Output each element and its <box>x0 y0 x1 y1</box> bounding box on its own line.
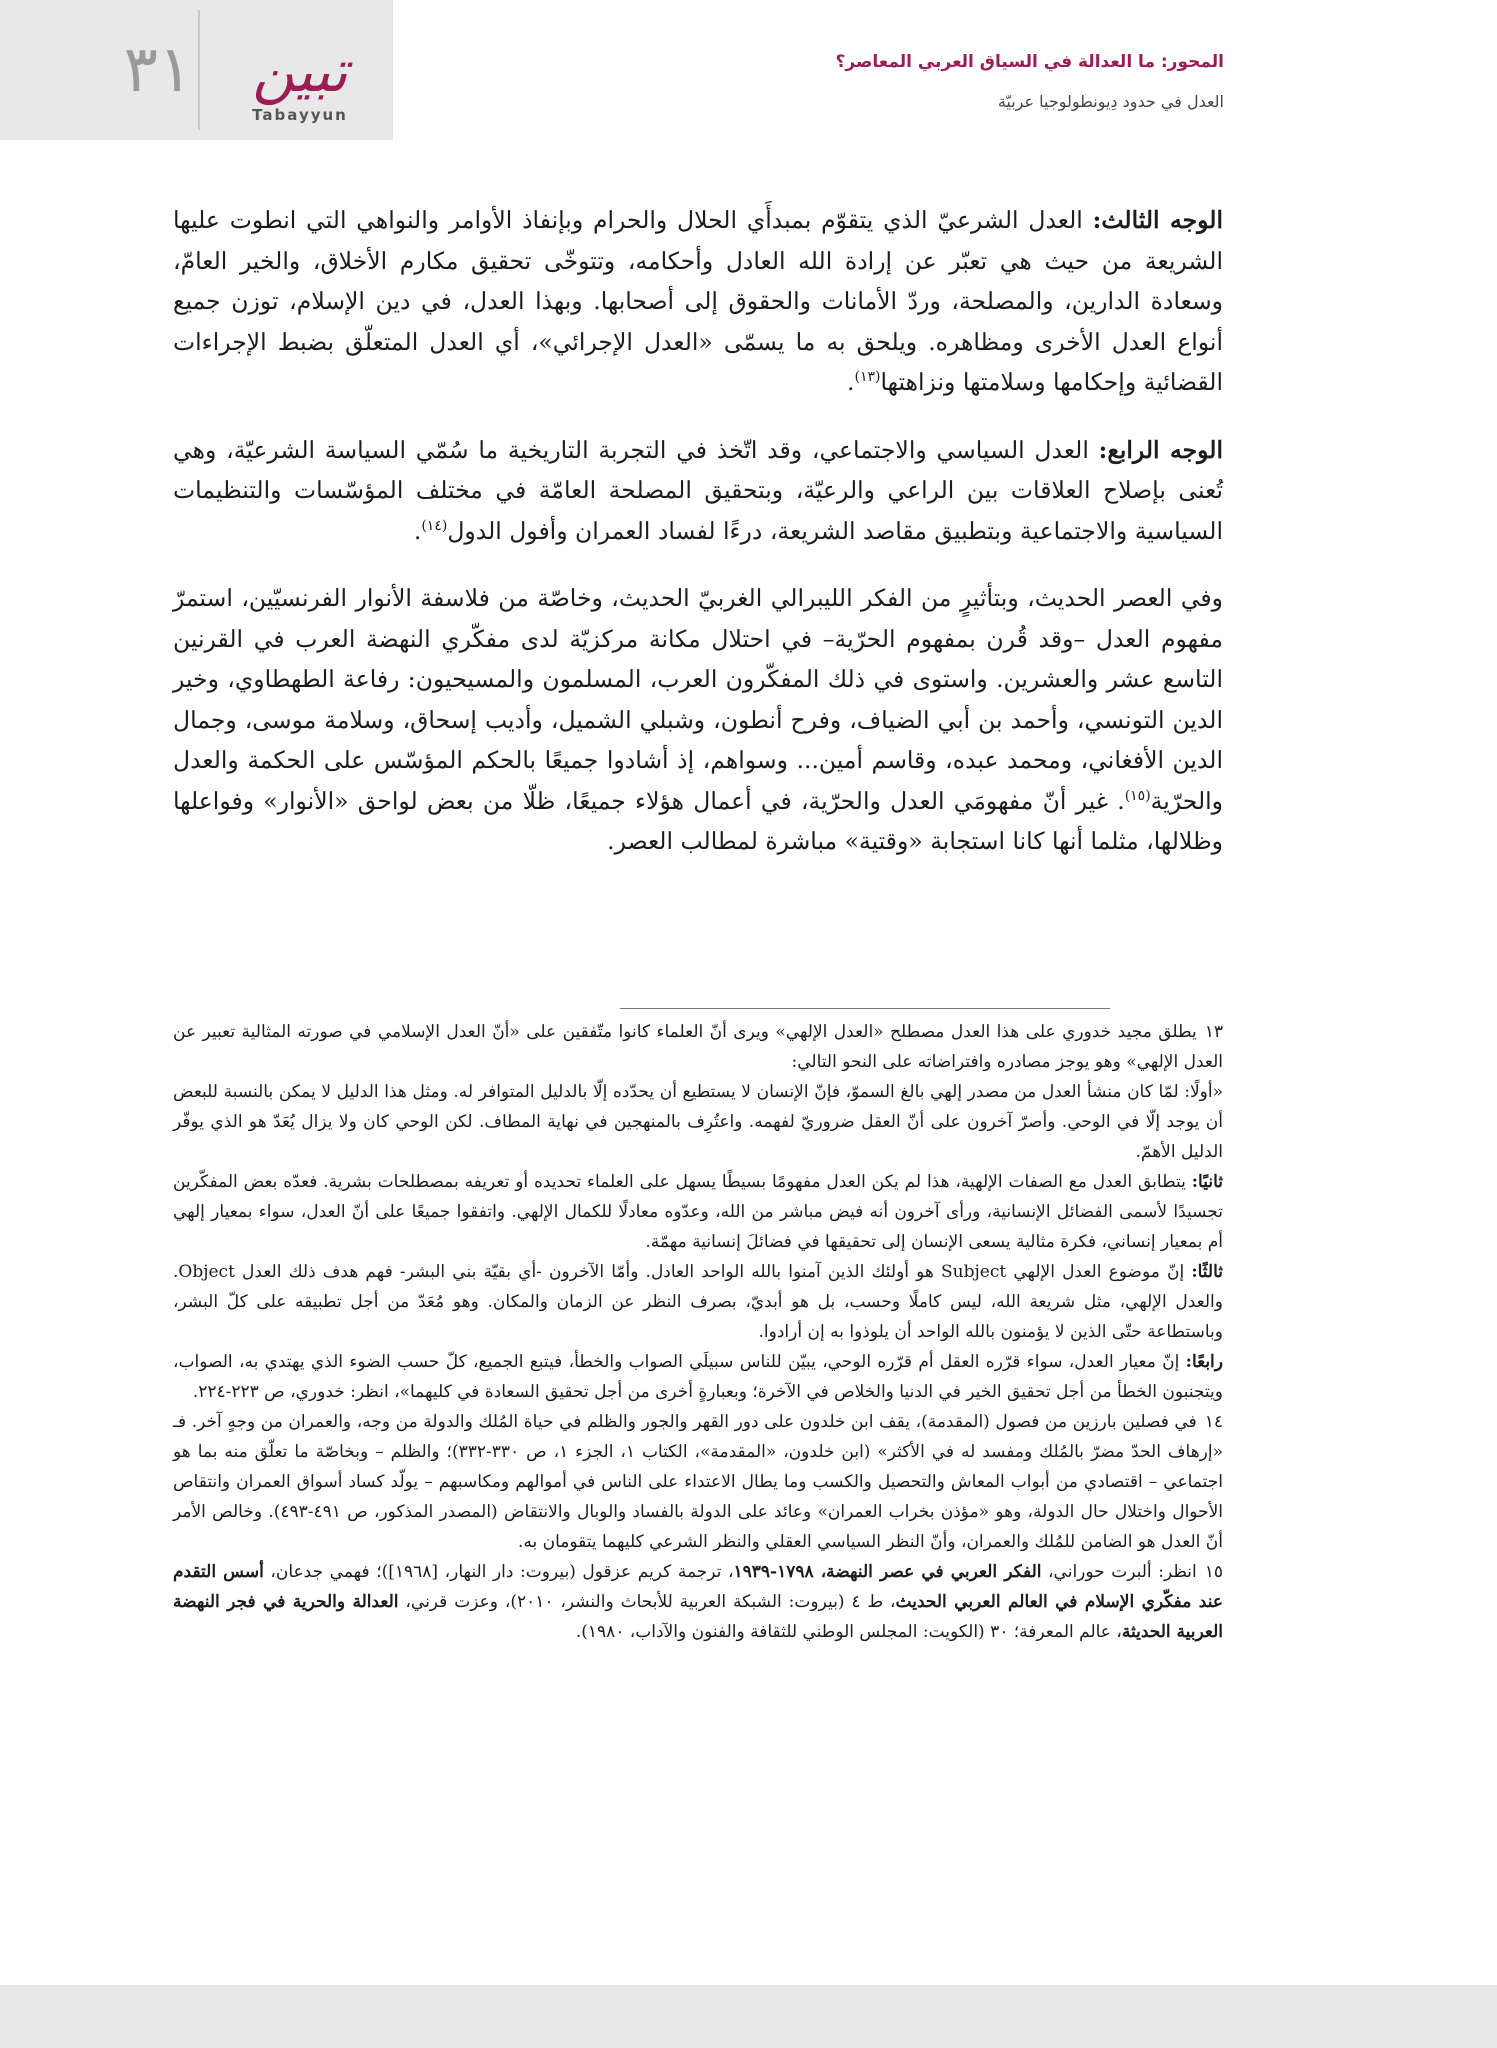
footnote-label: ثانيًا: <box>1191 1172 1223 1192</box>
paragraph-end: . <box>847 368 855 396</box>
footnote-text: يطلق مجيد خدوري على هذا العدل مصطلح «العدل الإلهي» ويرى أنّ العلماء كانوا متّفقين على «أنّ العدل الإسلامي في صورته المثالية تعبير عن العدل الإلهي» وهو يوجز مصادره وافتراضاته على النحو التالي: <box>173 1022 1223 1072</box>
footnote-13 <box>173 1017 1223 1077</box>
footnote-label: رابعًا: <box>1185 1352 1223 1372</box>
article-subtitle: العدل في حدود دِيونطولوجيا عربيّة <box>997 92 1224 111</box>
footnote-13-third <box>173 1257 1223 1347</box>
paragraph-text-continued: . غير أنّ مفهومَي العدل والحرّية، في أعمال هؤلاء جميعًا، ظلّا من بعض لواحق «الأنوار» وفواعلها وظلالها، مثلما أنها كانا استجابة «وقتية» مباشرة لمطالب العصر. <box>173 786 1223 855</box>
footnote-text: يتطابق العدل مع الصفات الإلهية، هذا لم يكن العدل مفهومًا بسيطًا يسهل على العلماء تحديده أو تعريفه بمصطلحات بشرية. فعدّه بعض المفكّرين تجسيدًا لأسمى الفضائل الإنسانية، ورأى آخرون أنه فيض مباشر من الله، وعدّوه معادلًا للكمال الإلهي. واتفقوا جميعًا على أنّ العدل، سواء بمعيار إلهي أم بمعيار إنساني، فكرة مثالية يسعى الإنسان إلى تحقيقها في فضائلَ إنسانية مهمّة. <box>173 1172 1223 1252</box>
footnote-text: في فصلين بارزين من فصول (المقدمة)، يقف ابن خلدون على دور القهر والجور والظلم في حياة المُلك والدولة من وجه، والعمران من وجهٍ آخر. فـ «إرهاف الحدّ مضرّ بالمُلك ومفسد له في الأكثر» (ابن خلدون، «المقدمة»، الكتاب ١، الجزء ١، ص ٣٣٠-٣٣٢)؛ والظلم – وبخاصّة ما تعلّق منه بما هو اجتماعي – اقتصادي من أبواب المعاش والتحصيل والكسب وما يطال الاعتداء على الناس في أموالهم ومكاسبهم – يولّد كساد أسواق العمران وانتقاص الأحوال واختلال حال الدولة، وهو «مؤذن بخراب العمران» وعائد على الدولة بالفساد والوبال والانتقاض (المصدر المذكور، ص ٤٩١-٤٩٣). وخالص الأمر أنّ العدل هو الضامن للمُلك والعمران، وأنّ النظر السياسي العقلي والنظر الشرعي كليهما يتقومان به. <box>173 1412 1223 1552</box>
footnote-label: ثالثًا: <box>1191 1262 1223 1282</box>
book-title: الفكر العربي في عصر النهضة، ١٧٩٨-١٩٣٩ <box>733 1562 1042 1582</box>
paragraph-text: وفي العصر الحديث، وبتأثيرٍ من الفكر الليبرالي الغربيّ الحديث، وخاصّة من فلاسفة الأنوار الفرنسيّين، استمرّ مفهوم العدل –وقد قُرن بمفهوم الحرّية– في احتلال مكانة مركزيّة لدى مفكّري النهضة العرب في القرنين التاسع عشر والعشرين. واستوى في ذلك المفكّرون العرب، المسلمون والمسيحيون: رفاعة الطهطاوي، وخير الدين التونسي، وأحمد بن أبي الضياف، وفرح أنطون، وشبلي الشميل، وأديب إسحاق، وسلامة موسى، وجمال الدين الأفغاني، ومحمد عبده، وقاسم أمين... وسواهم، إذ أشادوا جميعًا بالحكم المؤسّس على الحكمة والعدل والحرّية <box>173 584 1223 815</box>
paragraph-lead: الوجه الرابع: <box>1098 435 1223 464</box>
paragraph-lead: الوجه الثالث: <box>1092 206 1223 234</box>
footnote-text: إنّ معيار العدل، سواء قرّره العقل أم قرّره الوحي، يبيّن للناس سبيلَي الصواب والخطأ، فيتبع الجميع، كلّ حسب الضوء الذي يهتدي به، الصواب، ويتجنبون الخطأ من أجل تحقيق الخير في الدنيا والخلاص في الآخرة؛ وبعبارةٍ أخرى من أجل تحقيق السعادة في كليهما»، انظر: خدوري، ص ٢٢٣-٢٢٤. <box>173 1352 1223 1402</box>
footnote-text: إنّ موضوع العدل الإلهي Subject هو أولئك الذين آمنوا بالله الواحد العادل. وأمّا الآخرون -أي بقيّة بني البشر- فهم هدف ذلك العدل Object. والعدل الإلهي، مثل شريعة الله، ليس كاملًا وحسب، بل هو أبديّ، بصرف النظر عن الزمان والمكان. وهو مُعَدّ من أجل تطبيقه على كلّ البشر، وباستطاعة حتّى الذين لا يؤمنون بالله الواحد أن يلوذوا به إن أرادوا. <box>173 1262 1223 1342</box>
book-title: أسس التقدم عند مفكّري الإسلام في العالم العربي الحديث <box>173 1562 1223 1612</box>
logo-mark: تبين <box>252 37 348 105</box>
footnote-text: ، ترجمة كريم عزقول (بيروت: دار النهار، [١٩٦٨])؛ فهمي جدعان، <box>263 1562 734 1582</box>
book-title: العدالة والحرية في فجر النهضة العربية الحديثة <box>173 1592 1223 1642</box>
paragraph-modern-era <box>173 578 1223 862</box>
paragraph-third-aspect <box>173 200 1223 403</box>
footnote-text: ، ط ٤ (بيروت: الشبكة العربية للأبحاث والنشر، ٢٠١٠)، وعزت قرني، <box>398 1592 896 1612</box>
footer-band <box>0 1985 1497 2048</box>
footnote-14 <box>173 1407 1223 1557</box>
paragraph-fourth-aspect <box>173 430 1223 552</box>
footnote-ref-14[interactable]: (١٤) <box>421 517 448 534</box>
footnote-number: ١٤ <box>1204 1412 1223 1432</box>
footnote-ref-13[interactable]: (١٣) <box>854 369 881 386</box>
footnote-number: ١٣ <box>1204 1022 1223 1042</box>
section-title: المحور: ما العدالة في السياق العربي المعاصر؟ <box>835 52 1224 72</box>
tabayyun-logo <box>215 36 385 132</box>
footnote-13-first: «أولًا: لمّا كان منشأ العدل من مصدر إلهي بالغ السموّ، فإنّ الإنسان لا يستطيع أن يحدّده إلّا بالدليل المتوافر له. ومثل هذا الدليل لا يمكن بالنسبة للبعض أن يوجد إلّا في الوحي. وأصرّ آخرون على أنّ العقل ضروريّ لفهمه. واعتُرِف بالمنهجين في نهاية المطاف. لكن الوحي كان ولا يزال يُعَدّ هو الذي يوفّر الدليل الأهمّ. <box>173 1082 1223 1162</box>
footnote-number: ١٥ <box>1204 1562 1224 1582</box>
footnote-13-second <box>173 1167 1223 1257</box>
logo-latin-text: Tabayyun <box>252 106 348 124</box>
footnote-separator <box>620 1008 1110 1009</box>
paragraph-end: . <box>413 516 422 545</box>
footnotes <box>173 1017 1223 1647</box>
footnote-13-fourth <box>173 1347 1223 1407</box>
paragraph-text: العدل الشرعيّ الذي يتقوّم بمبدأَي الحلال والحرام وبإنفاذ الأوامر والنواهي التي انطوت عليها الشريعة من حيث هي تعبّر عن إرادة الله العادل وأحكامه، وتتوخّى تحقيق مكارم الأخلاق، والخير العامّ، وسعادة الدارين، والمصلحة، وردّ الأمانات والحقوق إلى أصحابها. وبهذا العدل، في دين الإسلام، توزن جميع أنواع العدل الأخرى ومظاهره. ويلحق به ما يسمّى «العدل الإجرائي»، أي العدل المتعلّق بضبط الإجراءات القضائية وإحكامها وسلامتها ونزاهتها <box>173 206 1223 396</box>
footnote-ref-15[interactable]: (١٥) <box>1124 787 1151 804</box>
footnote-text: ، عالم المعرفة؛ ٣٠ (الكويت: المجلس الوطني للثقافة والفنون والآداب، ١٩٨٠). <box>575 1622 1122 1642</box>
paragraph-text: العدل السياسي والاجتماعي، وقد اتّخذ في التجربة التاريخية ما سُمّي السياسة الشرعيّة، وهي تُعنى بإصلاح العلاقات بين الراعي والرعيّة، وبتحقيق المصلحة العامّة في مختلف المؤسّسات والتنظيمات السياسية والاجتماعية وبتطبيق مقاصد الشريعة، درءًا لفساد العمران وأفول الدول <box>173 435 1223 545</box>
footnote-15 <box>173 1557 1223 1647</box>
page-number: ٣١ <box>123 33 193 107</box>
header-divider <box>198 10 200 130</box>
article-body <box>173 200 1223 889</box>
footnote-text: انظر: ألبرت حوراني، <box>1041 1562 1197 1582</box>
